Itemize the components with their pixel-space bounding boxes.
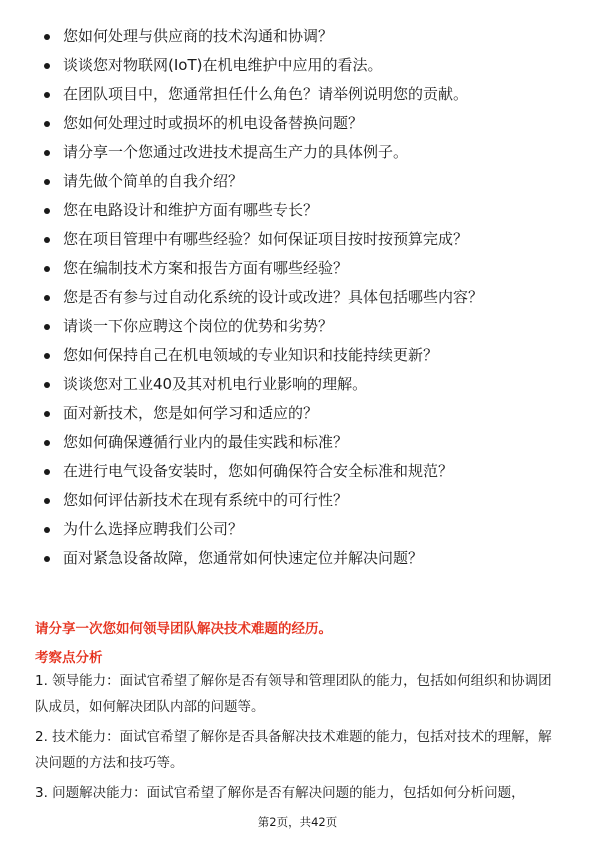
analysis-paragraph: 3. 问题解决能力：面试官希望了解你是否有解决问题的能力，包括如何分析问题， [35,785,525,801]
bullet-icon [44,34,50,40]
list-item [0,283,595,312]
question-text: 您在项目管理中有哪些经验？如何保证项目按时按预算完成？ [63,230,469,248]
page-number: 第2页，共42页 [257,815,338,829]
question-text: 请先做个简单的自我介绍？ [63,172,244,190]
list-item [0,341,595,370]
bullet-icon [44,382,50,388]
featured-question-heading: 请分享一次您如何领导团队解决技术难题的经历。 [35,621,332,637]
list-item [0,399,595,428]
question-text: 您如何保持自己在机电领域的专业知识和技能持续更新？ [63,346,439,364]
question-text: 您如何评估新技术在现有系统中的可行性？ [63,491,349,509]
list-item [0,225,595,254]
list-item [0,196,595,225]
question-text: 请分享一个您通过改进技术提高生产力的具体例子。 [63,143,409,161]
question-text: 您如何处理过时或损坏的机电设备替换问题？ [63,114,364,132]
bullet-icon [44,440,50,446]
bullet-icon [44,324,50,330]
list-item [0,51,595,80]
bullet-icon [44,295,50,301]
question-text: 在进行电气设备安装时，您如何确保符合安全标准和规范？ [63,462,454,480]
bullet-icon [44,469,50,475]
bullet-icon [44,498,50,504]
question-text: 面对新技术，您是如何学习和适应的？ [63,404,319,422]
list-item [0,515,595,544]
list-item [0,312,595,341]
bullet-icon [44,556,50,562]
bullet-icon [44,179,50,185]
question-text: 您如何处理与供应商的技术沟通和协调？ [63,27,334,45]
question-text: 您是否有参与过自动化系统的设计或改进？具体包括哪些内容？ [63,288,484,306]
question-text: 谈谈您对工业40及其对机电行业影响的理解。 [63,375,368,393]
bullet-icon [44,266,50,272]
list-item [0,544,595,573]
list-item [0,457,595,486]
question-text: 在团队项目中，您通常担任什么角色？请举例说明您的贡献。 [63,85,469,103]
bullet-icon [44,150,50,156]
analysis-paragraph: 1. 领导能力：面试官希望了解你是否有领导和管理团队的能力，包括如何组织和协调团队成员，如何解决团队内部的问题等。 [35,673,552,715]
question-text: 您如何确保遵循行业内的最佳实践和标准？ [63,433,349,451]
list-item [0,138,595,167]
question-list [0,22,595,573]
question-text: 面对紧急设备故障，您通常如何快速定位并解决问题？ [63,549,424,567]
list-item [0,370,595,399]
bullet-icon [44,411,50,417]
list-item [0,22,595,51]
list-item [0,80,595,109]
bullet-icon [44,208,50,214]
bullet-icon [44,63,50,69]
bullet-icon [44,353,50,359]
bullet-icon [44,237,50,243]
list-item [0,254,595,283]
list-item [0,428,595,457]
bullet-icon [44,92,50,98]
list-item [0,167,595,196]
question-text: 您在编制技术方案和报告方面有哪些经验？ [63,259,349,277]
bullet-icon [44,527,50,533]
list-item [0,109,595,138]
analysis-heading: 考察点分析 [35,650,103,666]
question-text: 您在电路设计和维护方面有哪些专长？ [63,201,319,219]
question-text: 谈谈您对物联网(IoT)在机电维护中应用的看法。 [63,56,383,74]
question-text: 为什么选择应聘我们公司？ [63,520,244,538]
question-text: 请谈一下你应聘这个岗位的优势和劣势？ [63,317,334,335]
list-item [0,486,595,515]
bullet-icon [44,121,50,127]
analysis-paragraph: 2. 技术能力：面试官希望了解你是否具备解决技术难题的能力，包括对技术的理解，解决问题的方法和技巧等。 [35,729,552,771]
